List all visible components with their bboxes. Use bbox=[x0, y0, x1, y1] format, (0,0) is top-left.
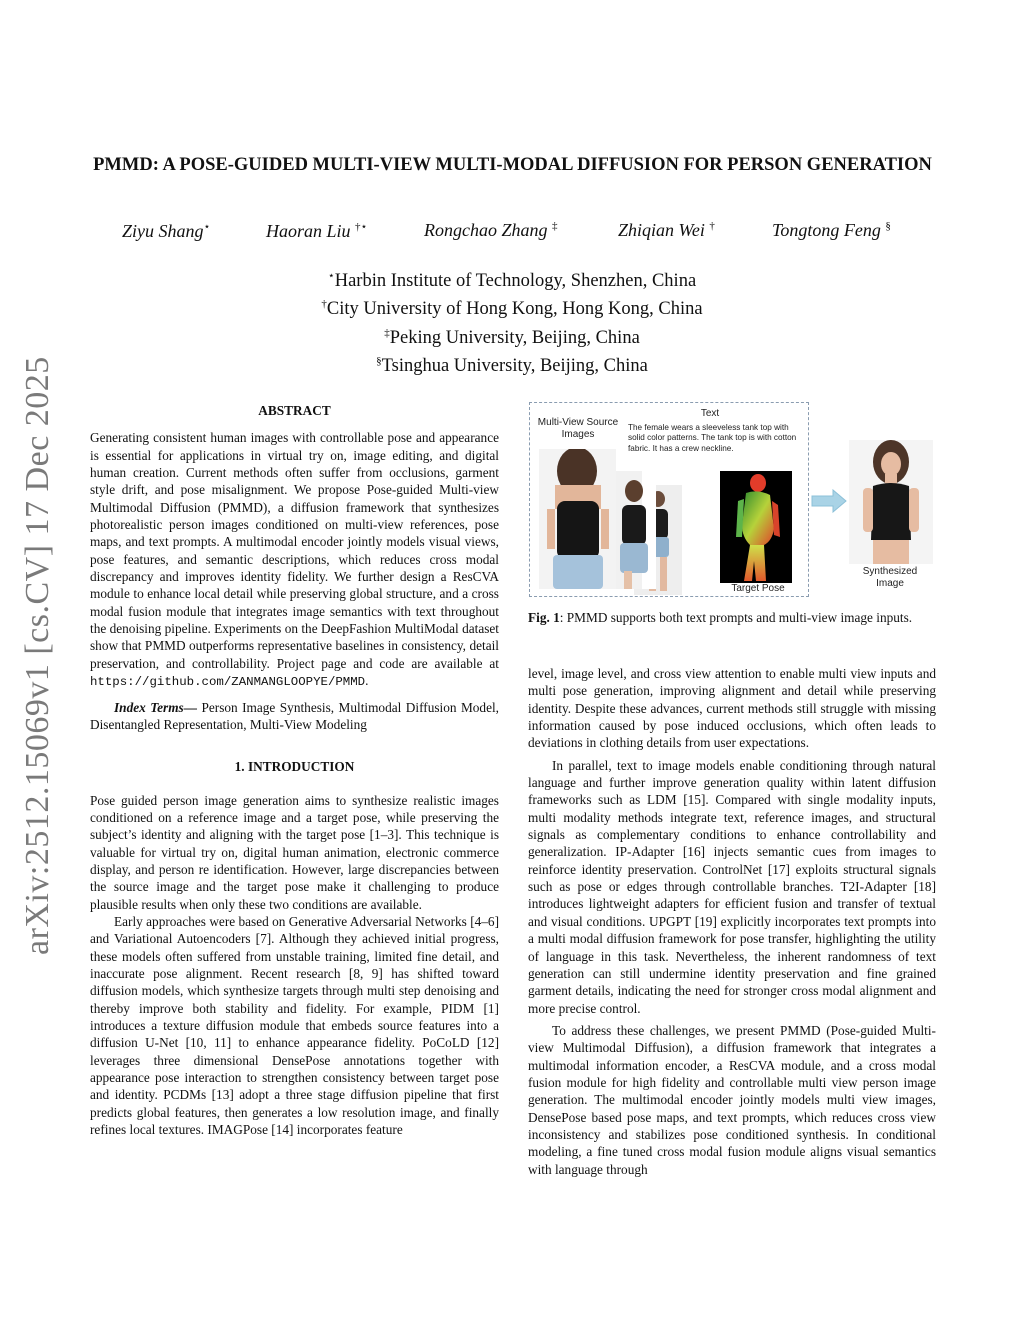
figure-1-caption: Fig. 1: PMMD supports both text prompts and multi-view image inputs. bbox=[528, 610, 913, 625]
label-target-pose: Target Pose bbox=[731, 583, 785, 594]
author-list bbox=[0, 220, 1024, 248]
label-source-images: Multi-View Source Images bbox=[537, 417, 619, 440]
target-pose-map bbox=[720, 471, 792, 583]
author-3: Rongchao Zhang ‡ bbox=[424, 220, 558, 240]
author-2: Haoran Liu †⋆ bbox=[266, 221, 368, 241]
index-terms: Index Terms— Person Image Synthesis, Multimodal Diffusion Model, Disentangled Representation, Multi-View Modeling bbox=[90, 699, 499, 732]
source-image-1 bbox=[539, 449, 616, 589]
affiliation-4: §Tsinghua University, Beijing, China bbox=[376, 355, 648, 377]
intro-paragraph-1: Pose guided person image generation aims to synthesize realistic images conditioned on a reference image and a target pose, while preserving the subject’s identity and aligning with the target pose [1–3]. This technique is valuable for virtual try on, digital human animation, electronic commerce display, and person re identification. However, large discrepancies between the source image and the target pose make it challenging to produce plausible results when only these two conditions are available. bbox=[90, 792, 499, 912]
arxiv-side-stamp: arXiv:2512.15069v1 [cs.CV] 17 Dec 2025 bbox=[19, 356, 56, 955]
right-column bbox=[528, 665, 936, 1178]
figure-1-panel bbox=[529, 402, 809, 597]
paper-title: PMMD: A POSE-GUIDED MULTI-VIEW MULTI-MODAL DIFFUSION FOR PERSON GENERATION bbox=[93, 155, 932, 175]
synthesized-image bbox=[849, 440, 933, 564]
arrow-icon bbox=[811, 489, 847, 513]
affiliations bbox=[0, 265, 1024, 379]
intro-paragraph-4: In parallel, text to image models enable conditioning through natural language and further improve generation quality within latent diffusion frameworks such as LDM [15]. Compared with single modality inputs, multi modality methods integrate text, reference images, and structural signals as complementary conditions to enhance controllability and generalization. IP-Adapter [16] injects semantic cues from images to reinforce identity preservation. ControlNet [17] exploits structural signals such as pose or edges through controllable branches. T2I-Adapter [18] introduces lightweight adapters for efficient fusion and transfer of textual and visual conditions. UPGPT [19] explicitly incorporates text prompts into a multi modal diffusion framework for pose transfer, highlighting the utility of language in this task. Nevertheless, the inherent randomness of text generation can still undermine identity preservation and fine grained garment details, indicating the need for stronger cross modal alignment and more precise control. bbox=[528, 757, 936, 1016]
affiliation-3: ‡Peking University, Beijing, China bbox=[384, 326, 640, 349]
author-1: Ziyu Shang⋆ bbox=[122, 221, 211, 241]
label-text: Text bbox=[700, 408, 720, 419]
intro-paragraph-3: level, image level, and cross view attention to enable multi view inputs and multi pose generation, improving alignment and detail while preserving identity. Despite these advances, current methods still struggle with missing information caused by pose induced occlusions, which often leads to deviations in clothing details from user expectations. bbox=[528, 666, 936, 751]
author-5: Tongtong Feng § bbox=[772, 220, 891, 240]
abstract-heading: ABSTRACT bbox=[258, 403, 331, 418]
project-url-link[interactable]: https://github.com/ZANMANGLOOPYE/PMMD bbox=[90, 675, 366, 690]
affiliation-2: †City University of Hong Kong, Hong Kong, China bbox=[321, 298, 703, 320]
label-synthesized-image: Synthesized Image bbox=[862, 566, 918, 589]
source-image-2 bbox=[612, 471, 656, 589]
affiliation-1: ⋆Harbin Institute of Technology, Shenzhen, China bbox=[327, 270, 697, 292]
intro-heading: 1. INTRODUCTION bbox=[234, 759, 355, 775]
intro-paragraph-5: To address these challenges, we present PMMD (Pose-guided Multi-view Multimodal Diffusion), a diffusion framework that integrates a multimodal information encoder, a ResCVA module, and a cross modal fusion module for high fidelity and controllable multi view person image generation. The multimodal encoder jointly models multi view images, DensePose based pose maps, and text prompts, which reduces cross view inconsistency and stabilizes pose conditioned synthesis. In conditional modeling, a fine tuned cross modal fusion module aligns visual semantics with language through bbox=[528, 1022, 936, 1177]
left-column bbox=[90, 402, 499, 1138]
author-4: Zhiqian Wei † bbox=[618, 220, 715, 240]
text-prompt: The female wears a sleeveless tank top with solid color patterns. The tank top is with cotton fabric. It has a crew neckline. bbox=[628, 423, 797, 453]
intro-paragraph-2: Early approaches were based on Generative Adversarial Networks [4–6] and Variational Autoencoders [7]. Although they achieved initial progress, these models often suffered from unstable training, limited fine detail, and inaccurate pose alignment. Recent research [8, 9] has shifted toward diffusion models, which synthesize targets through multi step denoising and thereby improve both stability and fidelity. For example, PIDM [1] introduces a texture diffusion module that embeds source features into a diffusion U-Net [10, 11] to enhance appearance fidelity. PoCoLD [12] leverages three dimensional DensePose annotations together with appearance pose interaction to strengthen consistency between target pose and identity. PCDMs [13] adopt a three stage diffusion pipeline that first predicts global features, then generates a low resolution image, and finally refines local textures. IMAGPose [14] incorporates feature bbox=[90, 913, 499, 1138]
abstract-body: Generating consistent human images with controllable pose and appearance is essential for applications in virtual try on, image editing, and digital human creation. Current methods often suffer from occlusions, garment style drift, and pose misalignment. We propose Pose-guided Multi-view Multimodal Diffusion (PMMD), a diffusion framework that synthesizes photorealistic person images conditioned on multi-view references, pose maps, and text prompts. A multimodal encoder jointly models visual views, pose features, and semantic descriptions, which reduces cross modal discrepancy and improves identity fidelity. We further design a ResCVA module to enhance local detail while preserving global structure, and a cross modal fusion module that integrates image semantics with text throughout the denoising pipeline. Experiments on the DeepFashion MultiModal dataset show that PMMD outperforms representative baselines in consistency, detail preservation, and controllability. Project page and code are available at https://github.com/ZANMANGLOOPYE/PMMD. bbox=[90, 430, 499, 690]
